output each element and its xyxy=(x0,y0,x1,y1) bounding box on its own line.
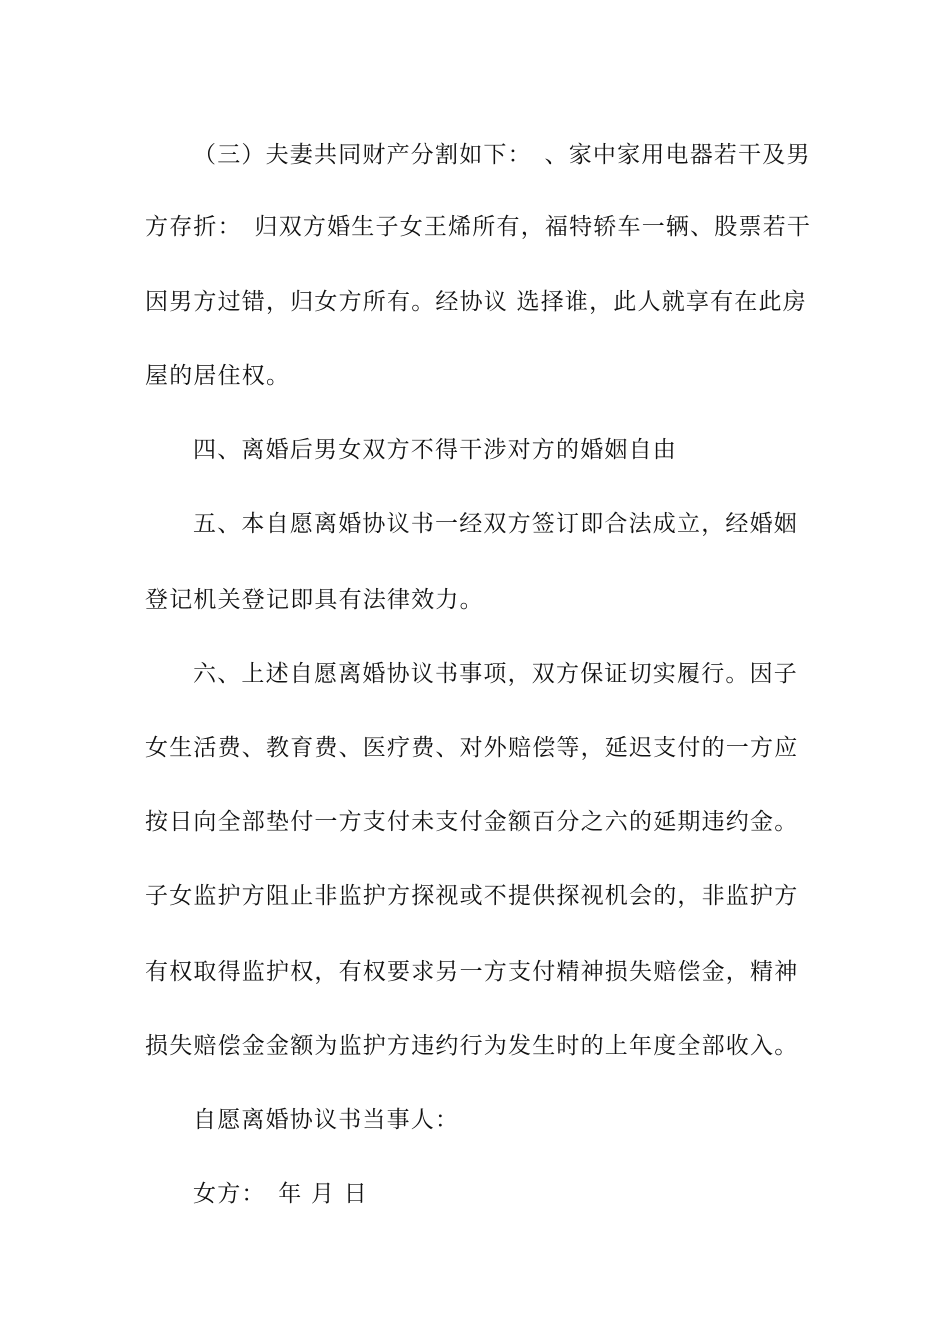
signatories-heading: 自愿离婚协议书当事人： xyxy=(193,1107,460,1133)
clause-3-line-2: 方存折： 归双方婚生子女王烯所有，福特轿车一辆、股票若干 xyxy=(145,214,812,240)
clause-6-line-6: 损失赔偿金金额为监护方违约行为发生时的上年度全部收入。 xyxy=(145,1033,799,1059)
clause-3-line-1: （三）夫妻共同财产分割如下： 、家中家用电器若干及男 xyxy=(193,142,811,168)
clause-6-line-1: 六、上述自愿离婚协议书事项，双方保证切实履行。因子 xyxy=(193,661,798,687)
clause-5-line-2: 登记机关登记即具有法律效力。 xyxy=(145,587,484,613)
clause-3-line-3: 因男方过错，归女方所有。经协议 选择谁，此人就享有在此房 xyxy=(145,289,807,315)
female-party-signature-line: 女方： 年 月 日 xyxy=(193,1181,368,1207)
clause-6-line-4: 子女监护方阻止非监护方探视或不提供探视机会的，非监护方 xyxy=(145,883,799,909)
clause-6-line-3: 按日向全部垫付一方支付未支付金额百分之六的延期违约金。 xyxy=(145,809,799,835)
clause-6-line-5: 有权取得监护权，有权要求另一方支付精神损失赔偿金，精神 xyxy=(145,959,799,985)
clause-5-line-1: 五、本自愿离婚协议书一经双方签订即合法成立，经婚姻 xyxy=(193,511,798,537)
clause-3-line-4: 屋的居住权。 xyxy=(145,363,291,389)
clause-6-line-2: 女生活费、教育费、医疗费、对外赔偿等，延迟支付的一方应 xyxy=(145,735,799,761)
clause-4-line-1: 四、离婚后男女双方不得干涉对方的婚姻自由 xyxy=(193,437,677,463)
